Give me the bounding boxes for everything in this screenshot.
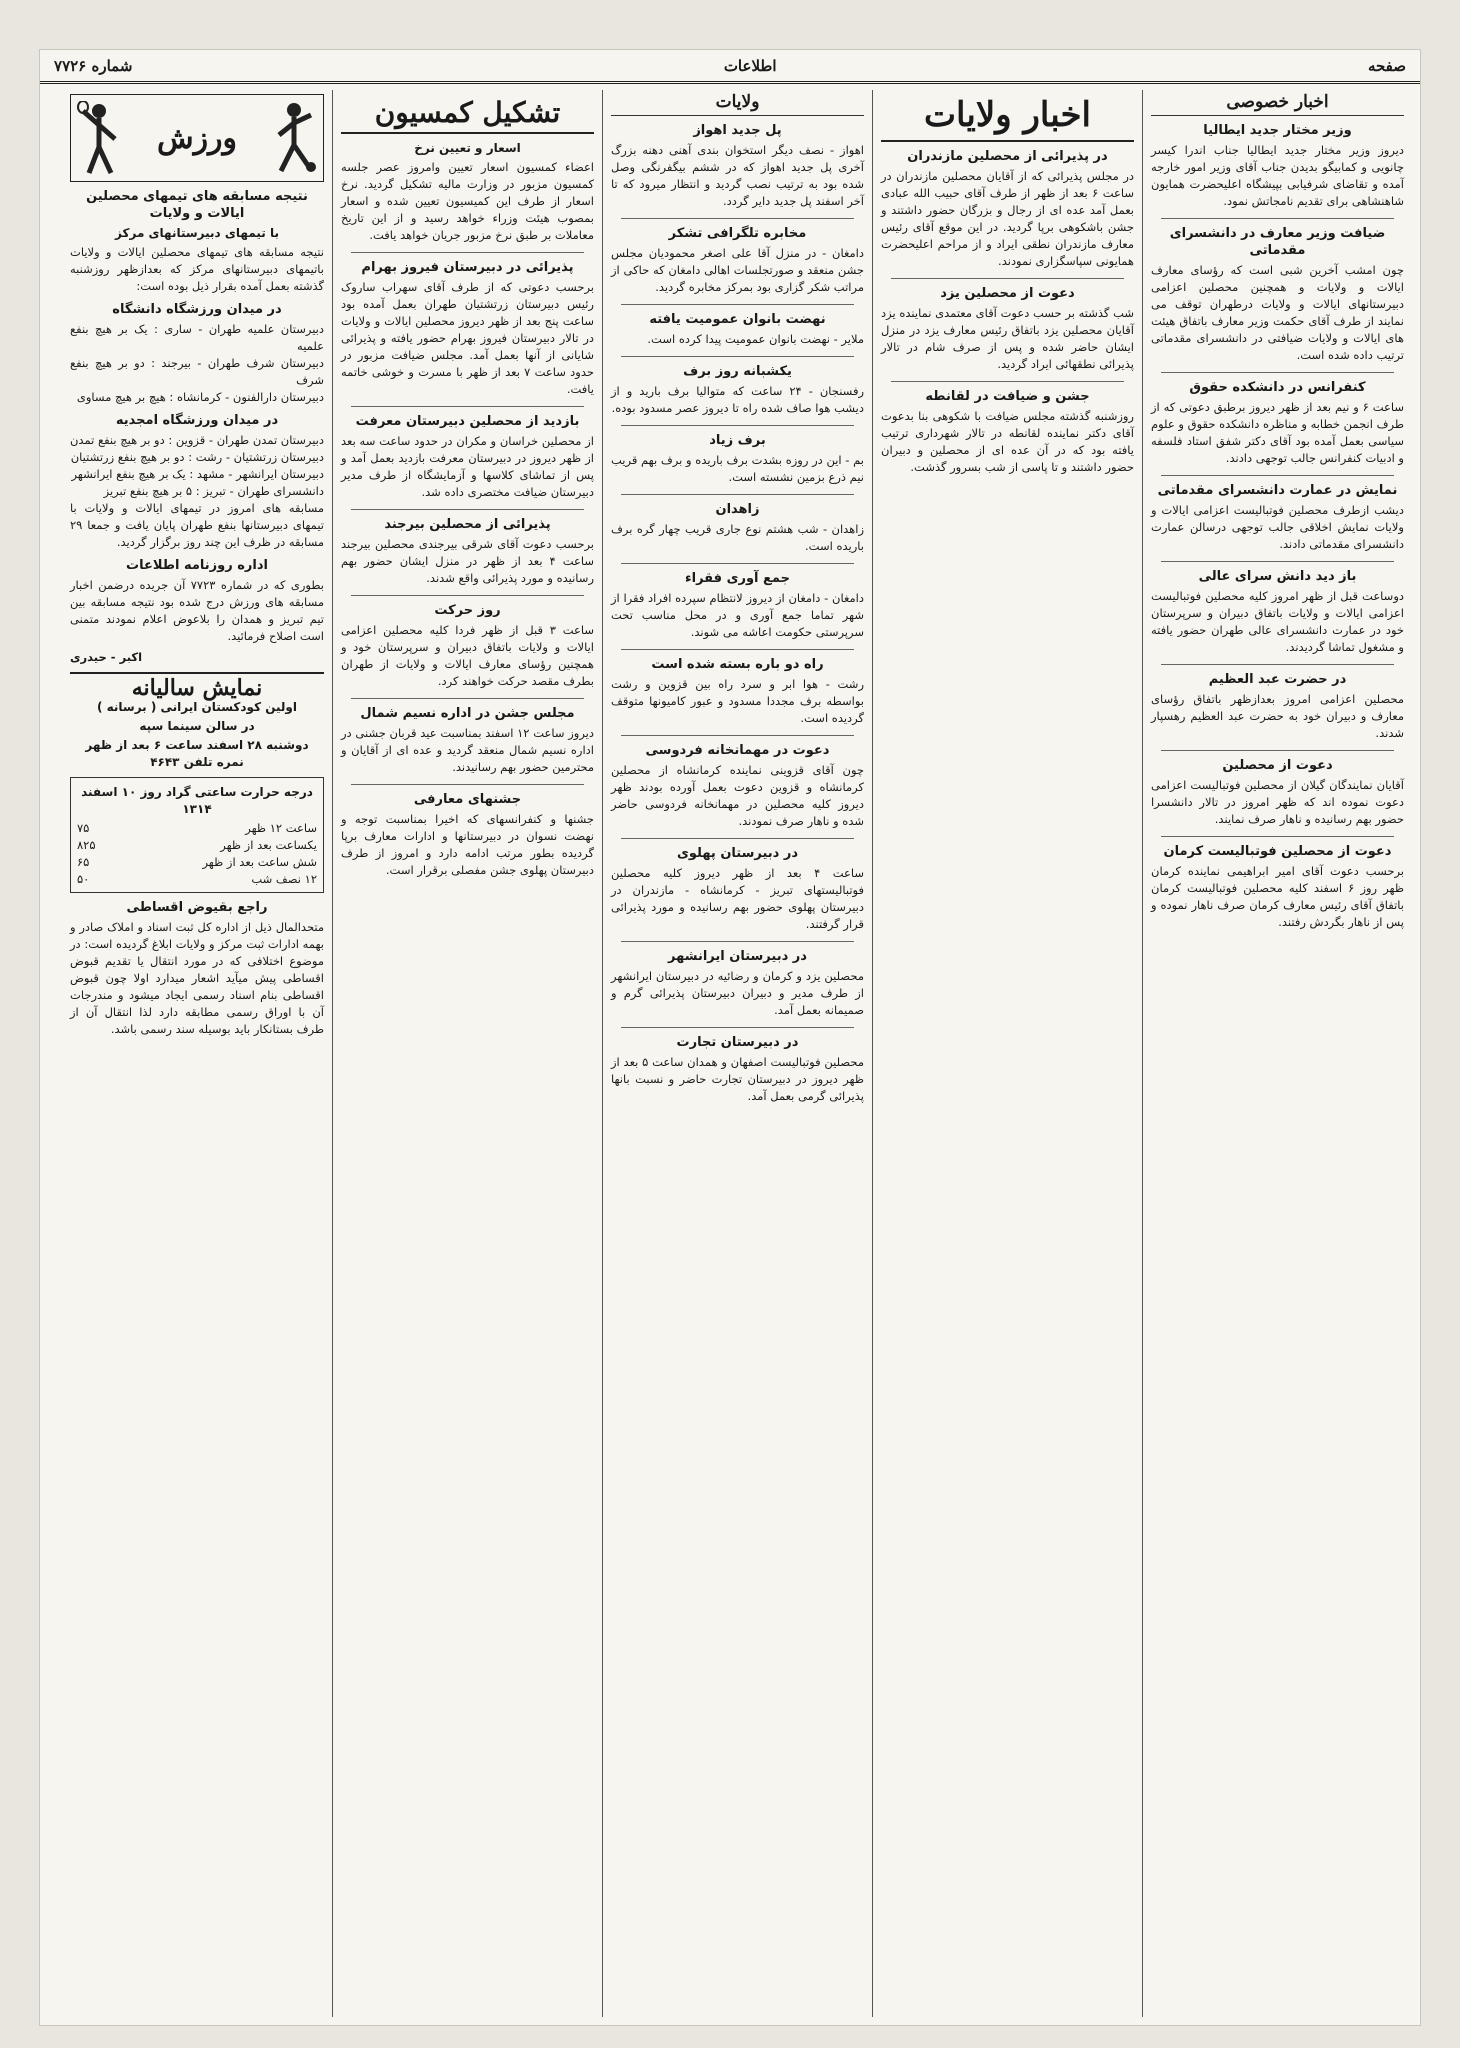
article-headline: مجلس جشن در اداره نسیم شمال xyxy=(360,706,575,721)
article-headline: بازدید از محصلین دبیرستان معرفت xyxy=(355,414,580,429)
stadium-university-title: در میدان ورزشگاه دانشگاه xyxy=(112,302,282,317)
correction-title: اداره روزنامه اطلاعات xyxy=(126,558,268,573)
article-divider xyxy=(891,381,1124,382)
article-body: چون امشب آخرین شبی است که رؤسای معارف ایالات و ولایات و همچنین محصلین اعزامی دبیرستانهای ایالات و ولایات درطهران توقف می نمایند از طرف آقای حکمت وزیر معارف باتفاق هیئت های ایالات و ولایات ضیافتی در دانشسرای مقدماتی ترتیب داده شده است. xyxy=(1151,263,1404,362)
match-result: دانشسرای طهران - تبریز : ۵ بر هیچ بنفع تبریز xyxy=(103,484,324,498)
issue-number: شماره ۷۷۲۶ xyxy=(54,56,133,75)
article-divider xyxy=(621,649,854,650)
article xyxy=(611,1034,864,1105)
article-divider xyxy=(621,304,854,305)
article xyxy=(611,845,864,933)
article-divider xyxy=(351,252,584,253)
article-headline: وزیر مختار جدید ایطالیا xyxy=(1203,123,1352,138)
article-headline: دعوت از محصلین فوتبالیست کرمان xyxy=(1163,844,1392,859)
weather-label: ۱۲ نصف شب xyxy=(251,872,317,886)
match-result: دبیرستان دارالفنون - کرمانشاه : هیچ بر هیچ مساوی xyxy=(76,390,324,404)
sports-summary: مسابقه های امروز در تیمهای ایالات و ولایات با تیمهای دبیرستانها بنفع طهران پایان یافت و جمعا ۲۹ مسابقه در ظرف این چند روز برگزار گردید. xyxy=(70,501,324,549)
article-divider xyxy=(351,406,584,407)
article-body: دیروز ساعت ۱۲ اسفند بمناسبت عید قربان جشنی در اداره نسیم شمال منعقد گردید و عده ای از آقایان و محترمین حضور بهم رسانیدند. xyxy=(341,726,594,774)
article-headline: باز دید دانش سرای عالی xyxy=(1198,569,1357,584)
weather-row xyxy=(77,820,317,837)
article-body: از محصلین خراسان و مکران در حدود ساعت سه بعد از ظهر دیروز در دبیرستان معرفت بازدید بعمل آمد و پس از تماشای کلاسها و آزمایشگاه از طرف مدیر دبیرستان ضیافت مختصری داده شد. xyxy=(341,434,594,499)
article-body: بم - این در روزه بشدت برف باریده و برف بهم قریب نیم ذرع بزمین نشسته است. xyxy=(611,453,864,484)
article-headline: در دبیرستان تجارت xyxy=(676,1035,799,1050)
weather-value: ۸۲۵ xyxy=(77,838,96,852)
exhibit-subtitle: اولین کودکستان ایرانی ( برسانه ) xyxy=(96,700,298,714)
article-headline: پذیرائی از محصلین بیرجند xyxy=(384,517,551,532)
match-result: دبیرستان شرف طهران - بیرجند : دو بر هیچ بنفع شرف xyxy=(70,356,324,387)
article xyxy=(611,501,864,555)
article-body: برحسب دعوتی که از طرف آقای سهراب ساروک رئیس دبیرستان زرتشتیان طهران بعمل آمده بود ساعت پنج بعد از ظهر دیروز محصلین ایالات و ولایات در تالار دبیرستان فیروز بهرام حضور یافته و پذیرائی شایانی از آنها بعمل آمد. مجلس ضیافت مزبور در حدود ساعت ۷ بعد از ظهر با مسرت و خوشی خاتمه یافت. xyxy=(341,280,594,396)
article-headline: دعوت از محصلین یزد xyxy=(940,286,1075,301)
article-body: دوساعت قبل از ظهر امروز کلیه محصلین فوتبالیست اعزامی ایالات و ولایات باتفاق دبیران و سرپرستان خود در عمارت دانشسرای عالی طهران حضور یافته و مشغول تماشا گردیدند. xyxy=(1151,589,1404,654)
article xyxy=(1151,757,1404,828)
article-divider xyxy=(1161,836,1394,837)
article-headline: نهضت بانوان عمومیت یافته xyxy=(649,312,826,327)
result-list xyxy=(70,432,324,500)
article xyxy=(341,259,594,398)
sports-banner xyxy=(70,94,324,182)
article-divider xyxy=(1161,561,1394,562)
article-headline: در حضرت عبد العظیم xyxy=(1208,672,1347,687)
article xyxy=(611,742,864,830)
exhibit-venue: در سالن سینما سپه xyxy=(139,719,255,733)
article-headline: دعوت از محصلین xyxy=(1222,758,1333,773)
article-divider xyxy=(621,563,854,564)
article-body: دیروز وزیر مختار جدید ایطالیا جناب اندرا کیسر چانویی و کمابیگو بدیدن جناب آقای وزیر امور خارجه آمده و تقاضای شرفیابی بپیشگاه اعلیحضرت همایون شاهنشاهی برای تقدیم نامجاتش نمود. xyxy=(1151,143,1404,208)
article-divider xyxy=(621,941,854,942)
article-divider xyxy=(621,838,854,839)
article xyxy=(1151,843,1404,931)
result-list xyxy=(70,321,324,406)
article-body: دیشب ازطرف محصلین فوتبالیست اعزامی ایالات و ولایات نمایش اخلاقی جالب توجهی درسالن عمارت دانشسرای مقدماتی دادند. xyxy=(1151,503,1404,551)
article-headline: نمایش در عمارت دانشسرای مقدماتی xyxy=(1157,483,1398,498)
column-special-news xyxy=(1142,90,1412,2017)
article-headline: در پذیرائی از محصلین مازندران xyxy=(907,149,1108,164)
article-list xyxy=(881,148,1134,476)
match-result: دبیرستان علمیه طهران - ساری : یک بر هیچ بنفع علمیه xyxy=(70,322,324,353)
article-headline: در دبیرستان پهلوی xyxy=(676,846,799,861)
sports-lead-subhead: با تیمهای دبیرستانهای مرکز xyxy=(115,226,279,240)
weather-table xyxy=(77,820,317,888)
article-list xyxy=(341,159,594,879)
column-provinces-news xyxy=(872,90,1142,2017)
sports-lead-headline: نتیجه مسابقه های تیمهای محصلین ایالات و ولایات xyxy=(86,189,308,221)
article-divider xyxy=(621,1027,854,1028)
article-body: جشنها و کنفرانسهای که اخیرا بمناسبت توجه و نهضت نسوان در دبیرستانها و ادارات معارف برپا گردیده بطور مرتب ادامه دارد و امروز از طرف دبیرستان پهلوی جشن مفصلی برقرار است. xyxy=(341,812,594,877)
article-body: ملایر - نهضت بانوان عمومیت پیدا کرده است. xyxy=(647,332,864,346)
article-divider xyxy=(1161,218,1394,219)
match-result: دبیرستان زرتشتیان - رشت : دو بر هیچ بنفع زرتشتیان xyxy=(70,450,324,464)
weather-value: ۶۵ xyxy=(77,855,90,869)
signature: اکبر - حیدری xyxy=(70,650,143,664)
weather-title: درجه حرارت ساعتی گراد روز ۱۰ اسفند ۱۳۱۴ xyxy=(81,785,313,816)
notice-body: متحدالمال ذیل از اداره کل ثبت اسناد و املاک صادر و بهمه ادارات ثبت مرکز و ولایات ابلاغ گردیده است: در موضوع اختلافی که در مورد انتقال یا تقدیم قبوض اقساطی پیش میآید اشعار میدارد اولا چون قبوض اقساطی بنام اسناد رسمی ایجاد میشود و مندرجات آن با اوراق رسمی مطابقه دارد لذا انتقال آن از طرف بستانکار باید بوسیله سند رسمی باشد. xyxy=(70,920,324,1036)
article-divider xyxy=(891,278,1124,279)
article-headline: در دبیرستان ایرانشهر xyxy=(668,949,807,964)
section-title: اخبار خصوصی xyxy=(1151,94,1404,116)
article-divider xyxy=(351,509,584,510)
article-divider xyxy=(1161,750,1394,751)
racket-player-icon xyxy=(77,101,123,175)
article xyxy=(1151,225,1404,364)
article xyxy=(611,570,864,641)
article-body: دامغان - دامغان از دیروز لانتظام سپرده افراد فقرا از شهر تماما جمع آوری و در محل مناسب تحت سرپرستی حکومت اعاشه می شوند. xyxy=(611,591,864,639)
article-headline: ضیافت وزیر معارف در دانشسرای مقدماتی xyxy=(1169,226,1386,258)
article xyxy=(341,602,594,690)
match-result: دبیرستان ایرانشهر - مشهد : یک بر هیچ بنفع ایرانشهر xyxy=(71,467,324,481)
article xyxy=(611,432,864,486)
article xyxy=(341,413,594,501)
article-body: چون آقای قزوینی نماینده کرمانشاه از محصلین کرمانشاه و قزوین دعوت بعمل آورده بودند ظهر دیروز کلیه محصلین در مهمانخانه فردوسی حاضر شده و ناهار صرف نمودند. xyxy=(611,763,864,828)
article xyxy=(341,516,594,587)
column-regional xyxy=(602,90,872,2017)
article xyxy=(881,148,1134,270)
weather-row xyxy=(77,854,317,871)
article xyxy=(341,159,594,244)
article-headline: کنفرانس در دانشکده حقوق xyxy=(1189,380,1366,395)
article-headline: پذیرائی در دبیرستان فیروز بهرام xyxy=(361,260,574,275)
sports-lead-body: نتیجه مسابقه های تیمهای محصلین ایالات و ولایات باتیمهای دبیرستانهای مرکز که بعدازظهر روزشنبه گذشته بعمل آمده بقرار ذیل بوده است: xyxy=(70,245,324,293)
article-body: روزشنبه گذشته مجلس ضیافت با شکوهی بنا بدعوت آقای دکتر نماینده لقانطه در تالار شهرداری ترتیب یافته بود که در آن عده ای از محصلین و دبیران حضور داشتند و تا پاسی از شب بسرور گذشت. xyxy=(881,409,1134,474)
article xyxy=(1151,482,1404,553)
sports-heading: ورزش xyxy=(156,120,238,156)
article-divider xyxy=(621,356,854,357)
page-label: صفحه xyxy=(1367,56,1406,75)
article-body: محصلین فوتبالیست اصفهان و همدان ساعت ۵ بعد از ظهر دیروز در دبیرستان تجارت حاضر و نسبت بانها پذیرائی گرمی بعمل آمد. xyxy=(611,1055,864,1103)
article-body: ساعت ۶ و نیم بعد از ظهر دیروز برطبق دعوتی که از طرف انجمن خطابه و مناظره دانشکده حقوق و علوم سیاسی بعمل آمده بود آقای دکتر شفق استاد فلسفه و ادبیات کنفرانس جالب توجهی دادند. xyxy=(1151,400,1405,465)
columns xyxy=(48,90,1412,2017)
weather-row xyxy=(77,837,317,854)
article-body: اعضاء کمسیون اسعار تعیین وامروز عصر جلسه کمسیون مزبور در وزارت مالیه تشکیل گردید. نرخ اسعار از طرف این کمیسیون تعیین شده و اسعار بمصوب هیئت وزراء خواهد رسید و از این تاریخ معاملات بر طبق نرخ مزبور جریان خواهد یافت. xyxy=(341,160,594,242)
page-header xyxy=(40,50,1420,84)
column-sports xyxy=(62,90,332,2017)
article-list xyxy=(1151,122,1404,931)
article xyxy=(341,791,594,879)
correction-body: بطوری که در شماره ۷۷۲۳ آن جریده درضمن اخبار مسابقه های ورزش درج شده بود نتیجه مسابقه بین تیم تبریز و همدان را بلاعوض اعلام نمودند متمنی است اصلاح فرمائید. xyxy=(70,578,324,643)
article xyxy=(611,225,864,296)
weather-row xyxy=(77,871,317,888)
article-body: رفسنجان - ۲۴ ساعت که متوالیا برف بارید و از دیشب هوا صاف شده راه تا دیروز عصر مسدود بوده. xyxy=(611,384,864,415)
article-body: برحسب دعوت آقای شرقی بیرجندی محصلین بیرجند ساعت ۴ بعد از ظهر در منزل ایشان حضور بهم رسانیده و مورد پذیرائی واقع شدند. xyxy=(341,537,594,585)
article-divider xyxy=(351,698,584,699)
article-body: آقایان نمایندگان گیلان از محصلین فوتبالیست اعزامی دعوت نموده اند که ظهر امروز در تالار دانشسرا حضور بهم رسانیده و ناهار صرف نمایند. xyxy=(1151,778,1404,826)
article-body: رشت - هوا ابر و سرد راه بین قزوین و رشت بواسطه برف مجددا مسدود و عبور کامیونها متوقف گردیده است. xyxy=(611,677,864,725)
weather-label: یکساعت بعد از ظهر xyxy=(220,838,317,852)
article-headline: مخابره تلگرافی تشکر xyxy=(668,226,807,241)
article-body: برحسب دعوت آقای امیر ابراهیمی نماینده کرمان ظهر روز ۶ اسفند کلیه محصلین فوتبالیست کرمان باتفاق آقای رئیس معارف کرمان صرف ناهار نموده و پس از ناهار بگردش رفتند. xyxy=(1151,864,1404,929)
weather-value: ۵۰ xyxy=(77,872,90,886)
exhibit-title: نمایش سالیانه xyxy=(70,672,324,697)
article xyxy=(1151,122,1404,210)
article-divider xyxy=(621,494,854,495)
article xyxy=(611,363,864,417)
weather-label: ساعت ۱۲ ظهر xyxy=(245,821,317,835)
exhibit-date: دوشنبه ۲۸ اسفند ساعت ۶ بعد از ظهر نمره تلفن ۴۶۴۳ xyxy=(85,738,309,769)
commission-title: تشکیل کمسیون xyxy=(341,94,594,134)
article-headline: زاهدان xyxy=(715,502,760,517)
weather-box xyxy=(70,777,324,893)
weather-value: ۷۵ xyxy=(77,821,90,835)
article-body: در مجلس پذیرائی که از آقایان محصلین مازندران در ساعت ۶ بعد از ظهر از طرف آقای حبیب الله عبادی بعمل آمد عده ای از رجال و بزرگان حضور داشتند و جشن باشکوهی برپا گردید. در این موقع آقای رئیس معارف مازندران نطقی ایراد و از مراحم اعلیحضرت همایونی سپاسگزاری نمودند. xyxy=(881,169,1134,268)
article-divider xyxy=(1161,664,1394,665)
article xyxy=(1151,568,1404,656)
article xyxy=(881,285,1134,373)
article xyxy=(1151,671,1404,742)
article-headline: برف زیاد xyxy=(709,433,766,448)
article-body: محصلین اعزامی امروز بعدازظهر باتفاق رؤسای معارف و دبیران خود به حضرت عبد العظیم رهسپار شدند. xyxy=(1151,692,1404,740)
article-divider xyxy=(621,218,854,219)
notice-title: راجع بقیوض اقساطی xyxy=(126,900,268,915)
article-divider xyxy=(1161,475,1394,476)
article xyxy=(341,705,594,776)
article-body: دامغان - در منزل آقا علی اصغر محمودیان مجلس جشن منعقد و صورتجلسات اهالی دامغان که حاکی از مراتب شکر گزاری بود بمرکز مخابره گردید. xyxy=(611,246,864,294)
masthead: اخبار ولایات xyxy=(881,94,1134,142)
article-headline: یکشبانه روز برف xyxy=(683,364,792,379)
article-divider xyxy=(1161,372,1394,373)
article xyxy=(611,656,864,727)
article-headline: جمع آوری فقراء xyxy=(684,571,790,586)
article-body: محصلین یزد و کرمان و رضائیه در دبیرستان ایرانشهر از طرف مدیر و دبیران دبیرستان پذیرائی گرم و صمیمانه بعمل آمد. xyxy=(611,969,864,1017)
article-divider xyxy=(351,595,584,596)
article-body: شب گذشته بر حسب دعوت آقای معتمدی نماینده یزد آقایان محصلین یزد باتفاق رئیس معارف یزد در منزل ایشان حاضر شده و پس از صرف شام در تالار پذیرائی نطقهائی ایراد گردید. xyxy=(881,306,1134,371)
stadium-amjadieh-title: در میدان ورزشگاه امجدیه xyxy=(115,413,279,428)
article-list xyxy=(611,122,864,1105)
article xyxy=(611,122,864,210)
match-result: دبیرستان تمدن طهران - قزوین : دو بر هیچ بنفع تمدن xyxy=(69,433,324,447)
article-divider xyxy=(621,425,854,426)
article-headline: دعوت در مهمانخانه فردوسی xyxy=(645,743,830,758)
article-headline: جشن و ضیافت در لقانطه xyxy=(925,389,1090,404)
article-headline: جشنهای معارفی xyxy=(413,792,522,807)
article-divider xyxy=(351,784,584,785)
article-body: اهواز - نصف دیگر استخوان بندی آهنی دهنه بزرگ آخری پل جدید اهواز که در ششم بیگفرنگی وصل شده بود به ترتیب نصب گردید و انتظار میرود که تا آخر اسفند پل جدید دایر گردد. xyxy=(611,143,864,208)
article-headline: راه دو باره بسته شده است xyxy=(651,657,824,672)
article-body: ساعت ۴ بعد از ظهر دیروز کلیه محصلین فوتبالیستهای تبریز - کرمانشاه - مازندران در دبیرستان پهلوی حضور بهم رسانیده و مورد پذیرائی قرار گرفتند. xyxy=(611,866,865,931)
article xyxy=(611,311,864,348)
article-body: زاهدان - شب هشتم نوع جاری قریب چهار گره برف باریده است. xyxy=(611,522,864,553)
article-headline: روز حرکت xyxy=(434,603,501,618)
newspaper-page xyxy=(40,50,1420,2025)
article xyxy=(611,948,864,1019)
commission-subtitle: اسعار و تعیین نرخ xyxy=(414,141,521,155)
article xyxy=(1151,379,1404,467)
article-headline: پل جدید اهواز xyxy=(693,123,782,138)
article-body: ساعت ۳ قبل از ظهر فردا کلیه محصلین اعزامی ایالات و ولایات باتفاق دبیران و سرپرستان خود و همچنین رؤسای معارف ایالات و ولایات از طهران بطرف مقصد حرکت خواهند کرد. xyxy=(341,623,594,688)
paper-name: اطلاعات xyxy=(723,56,777,75)
column-commission xyxy=(332,90,602,2017)
soccer-player-icon xyxy=(271,101,317,175)
article xyxy=(881,388,1134,476)
weather-label: شش ساعت بعد از ظهر xyxy=(202,855,317,869)
article-divider xyxy=(621,735,854,736)
section-title: ولایات xyxy=(611,94,864,116)
